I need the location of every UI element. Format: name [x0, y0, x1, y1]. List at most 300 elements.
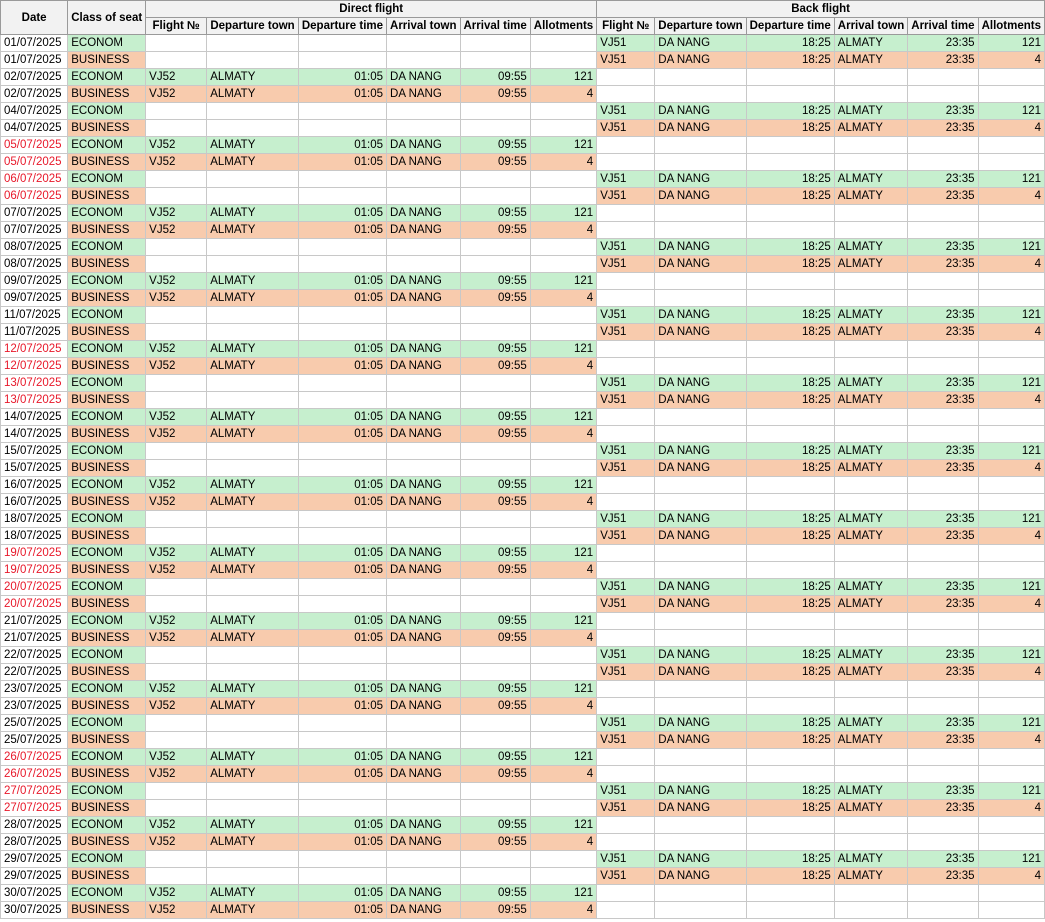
- direct-arrival-town-cell[interactable]: DA NANG: [387, 69, 460, 86]
- direct-arrival-town-cell[interactable]: [387, 732, 460, 749]
- direct-arrival-time-cell[interactable]: [460, 443, 530, 460]
- direct-departure-time-cell[interactable]: [298, 511, 386, 528]
- direct-flight-number-cell[interactable]: VJ52: [146, 290, 207, 307]
- date-cell[interactable]: 23/07/2025: [1, 698, 68, 715]
- back-arrival-town-cell[interactable]: [834, 902, 907, 919]
- date-cell[interactable]: 04/07/2025: [1, 103, 68, 120]
- back-flight-number-cell[interactable]: VJ51: [597, 715, 655, 732]
- back-departure-town-cell[interactable]: DA NANG: [655, 715, 746, 732]
- direct-allotments-cell[interactable]: [530, 664, 596, 681]
- header-direct-allotments[interactable]: Allotments: [530, 18, 596, 35]
- class-cell[interactable]: BUSINESS: [68, 188, 146, 205]
- back-arrival-town-cell[interactable]: ALMATY: [834, 851, 907, 868]
- direct-departure-time-cell[interactable]: [298, 528, 386, 545]
- back-departure-town-cell[interactable]: [655, 698, 746, 715]
- direct-flight-number-cell[interactable]: [146, 783, 207, 800]
- date-cell[interactable]: 02/07/2025: [1, 86, 68, 103]
- class-cell[interactable]: ECONOM: [68, 341, 146, 358]
- back-flight-number-cell[interactable]: VJ51: [597, 171, 655, 188]
- direct-flight-number-cell[interactable]: VJ52: [146, 834, 207, 851]
- direct-arrival-time-cell[interactable]: [460, 35, 530, 52]
- direct-departure-time-cell[interactable]: 01:05: [298, 273, 386, 290]
- direct-arrival-town-cell[interactable]: DA NANG: [387, 409, 460, 426]
- direct-arrival-time-cell[interactable]: 09:55: [460, 545, 530, 562]
- direct-allotments-cell[interactable]: 4: [530, 426, 596, 443]
- date-cell[interactable]: 27/07/2025: [1, 800, 68, 817]
- direct-allotments-cell[interactable]: [530, 52, 596, 69]
- direct-allotments-cell[interactable]: 4: [530, 630, 596, 647]
- back-departure-time-cell[interactable]: [746, 409, 834, 426]
- direct-departure-time-cell[interactable]: 01:05: [298, 69, 386, 86]
- direct-allotments-cell[interactable]: 121: [530, 681, 596, 698]
- direct-allotments-cell[interactable]: 121: [530, 69, 596, 86]
- direct-flight-number-cell[interactable]: VJ52: [146, 154, 207, 171]
- direct-flight-number-cell[interactable]: VJ52: [146, 358, 207, 375]
- back-allotments-cell[interactable]: [978, 698, 1044, 715]
- back-arrival-time-cell[interactable]: [908, 698, 978, 715]
- direct-allotments-cell[interactable]: [530, 460, 596, 477]
- back-allotments-cell[interactable]: 4: [978, 324, 1044, 341]
- direct-flight-number-cell[interactable]: [146, 35, 207, 52]
- back-departure-town-cell[interactable]: DA NANG: [655, 392, 746, 409]
- date-cell[interactable]: 12/07/2025: [1, 358, 68, 375]
- back-flight-number-cell[interactable]: VJ51: [597, 596, 655, 613]
- direct-departure-town-cell[interactable]: ALMATY: [207, 817, 299, 834]
- header-back-arrival-town[interactable]: Arrival town: [834, 18, 907, 35]
- direct-allotments-cell[interactable]: 4: [530, 290, 596, 307]
- direct-arrival-town-cell[interactable]: DA NANG: [387, 885, 460, 902]
- class-cell[interactable]: ECONOM: [68, 511, 146, 528]
- back-departure-town-cell[interactable]: [655, 630, 746, 647]
- back-arrival-town-cell[interactable]: ALMATY: [834, 171, 907, 188]
- back-arrival-town-cell[interactable]: ALMATY: [834, 375, 907, 392]
- back-departure-town-cell[interactable]: [655, 69, 746, 86]
- back-departure-town-cell[interactable]: DA NANG: [655, 324, 746, 341]
- back-allotments-cell[interactable]: 121: [978, 579, 1044, 596]
- back-departure-time-cell[interactable]: 18:25: [746, 35, 834, 52]
- direct-allotments-cell[interactable]: 121: [530, 409, 596, 426]
- back-flight-number-cell[interactable]: VJ51: [597, 188, 655, 205]
- back-allotments-cell[interactable]: [978, 834, 1044, 851]
- direct-allotments-cell[interactable]: [530, 579, 596, 596]
- direct-arrival-time-cell[interactable]: 09:55: [460, 426, 530, 443]
- back-departure-time-cell[interactable]: [746, 154, 834, 171]
- direct-departure-town-cell[interactable]: ALMATY: [207, 477, 299, 494]
- back-arrival-town-cell[interactable]: [834, 545, 907, 562]
- direct-arrival-town-cell[interactable]: DA NANG: [387, 545, 460, 562]
- direct-departure-town-cell[interactable]: [207, 460, 299, 477]
- direct-arrival-time-cell[interactable]: [460, 511, 530, 528]
- direct-departure-town-cell[interactable]: ALMATY: [207, 222, 299, 239]
- class-cell[interactable]: ECONOM: [68, 885, 146, 902]
- back-allotments-cell[interactable]: [978, 477, 1044, 494]
- direct-arrival-town-cell[interactable]: [387, 851, 460, 868]
- class-cell[interactable]: ECONOM: [68, 647, 146, 664]
- direct-departure-time-cell[interactable]: 01:05: [298, 86, 386, 103]
- back-arrival-time-cell[interactable]: 23:35: [908, 579, 978, 596]
- direct-departure-time-cell[interactable]: [298, 579, 386, 596]
- class-cell[interactable]: ECONOM: [68, 273, 146, 290]
- direct-departure-time-cell[interactable]: 01:05: [298, 137, 386, 154]
- back-flight-number-cell[interactable]: VJ51: [597, 256, 655, 273]
- date-cell[interactable]: 29/07/2025: [1, 851, 68, 868]
- back-allotments-cell[interactable]: [978, 409, 1044, 426]
- back-flight-number-cell[interactable]: [597, 205, 655, 222]
- direct-departure-time-cell[interactable]: 01:05: [298, 885, 386, 902]
- back-allotments-cell[interactable]: [978, 86, 1044, 103]
- class-cell[interactable]: BUSINESS: [68, 222, 146, 239]
- back-flight-number-cell[interactable]: VJ51: [597, 664, 655, 681]
- direct-arrival-town-cell[interactable]: [387, 868, 460, 885]
- back-arrival-town-cell[interactable]: ALMATY: [834, 307, 907, 324]
- direct-arrival-time-cell[interactable]: [460, 528, 530, 545]
- back-departure-time-cell[interactable]: [746, 749, 834, 766]
- back-arrival-town-cell[interactable]: ALMATY: [834, 647, 907, 664]
- direct-arrival-town-cell[interactable]: [387, 392, 460, 409]
- back-allotments-cell[interactable]: [978, 341, 1044, 358]
- direct-departure-time-cell[interactable]: 01:05: [298, 426, 386, 443]
- back-arrival-time-cell[interactable]: 23:35: [908, 324, 978, 341]
- direct-flight-number-cell[interactable]: VJ52: [146, 205, 207, 222]
- back-arrival-time-cell[interactable]: 23:35: [908, 256, 978, 273]
- back-flight-number-cell[interactable]: VJ51: [597, 528, 655, 545]
- direct-departure-town-cell[interactable]: [207, 647, 299, 664]
- back-allotments-cell[interactable]: 121: [978, 647, 1044, 664]
- back-departure-time-cell[interactable]: [746, 817, 834, 834]
- back-arrival-town-cell[interactable]: [834, 409, 907, 426]
- back-arrival-town-cell[interactable]: [834, 358, 907, 375]
- back-flight-number-cell[interactable]: VJ51: [597, 120, 655, 137]
- back-departure-time-cell[interactable]: 18:25: [746, 307, 834, 324]
- direct-allotments-cell[interactable]: [530, 171, 596, 188]
- direct-flight-number-cell[interactable]: VJ52: [146, 562, 207, 579]
- header-back-departure-town[interactable]: Departure town: [655, 18, 746, 35]
- class-cell[interactable]: BUSINESS: [68, 528, 146, 545]
- direct-departure-town-cell[interactable]: [207, 664, 299, 681]
- direct-departure-time-cell[interactable]: [298, 239, 386, 256]
- direct-arrival-town-cell[interactable]: DA NANG: [387, 477, 460, 494]
- back-flight-number-cell[interactable]: [597, 69, 655, 86]
- back-departure-time-cell[interactable]: [746, 545, 834, 562]
- class-cell[interactable]: BUSINESS: [68, 800, 146, 817]
- back-departure-time-cell[interactable]: [746, 273, 834, 290]
- direct-allotments-cell[interactable]: 4: [530, 222, 596, 239]
- direct-arrival-time-cell[interactable]: [460, 579, 530, 596]
- date-cell[interactable]: 04/07/2025: [1, 120, 68, 137]
- date-cell[interactable]: 15/07/2025: [1, 443, 68, 460]
- direct-allotments-cell[interactable]: [530, 647, 596, 664]
- direct-flight-number-cell[interactable]: [146, 52, 207, 69]
- back-arrival-town-cell[interactable]: ALMATY: [834, 800, 907, 817]
- back-arrival-time-cell[interactable]: [908, 69, 978, 86]
- header-direct-flight[interactable]: Direct flight: [146, 1, 597, 18]
- direct-departure-time-cell[interactable]: 01:05: [298, 902, 386, 919]
- class-cell[interactable]: BUSINESS: [68, 290, 146, 307]
- direct-allotments-cell[interactable]: 4: [530, 902, 596, 919]
- back-arrival-time-cell[interactable]: 23:35: [908, 851, 978, 868]
- direct-flight-number-cell[interactable]: [146, 256, 207, 273]
- date-cell[interactable]: 21/07/2025: [1, 630, 68, 647]
- back-departure-town-cell[interactable]: DA NANG: [655, 664, 746, 681]
- back-arrival-time-cell[interactable]: [908, 749, 978, 766]
- date-cell[interactable]: 27/07/2025: [1, 783, 68, 800]
- direct-arrival-town-cell[interactable]: DA NANG: [387, 817, 460, 834]
- back-arrival-time-cell[interactable]: 23:35: [908, 800, 978, 817]
- back-allotments-cell[interactable]: 4: [978, 52, 1044, 69]
- back-arrival-time-cell[interactable]: [908, 358, 978, 375]
- direct-departure-town-cell[interactable]: [207, 715, 299, 732]
- direct-arrival-time-cell[interactable]: [460, 664, 530, 681]
- back-arrival-town-cell[interactable]: [834, 766, 907, 783]
- back-departure-time-cell[interactable]: 18:25: [746, 715, 834, 732]
- direct-arrival-time-cell[interactable]: [460, 460, 530, 477]
- back-departure-town-cell[interactable]: DA NANG: [655, 528, 746, 545]
- back-allotments-cell[interactable]: 4: [978, 868, 1044, 885]
- class-cell[interactable]: ECONOM: [68, 783, 146, 800]
- date-cell[interactable]: 08/07/2025: [1, 239, 68, 256]
- back-flight-number-cell[interactable]: [597, 749, 655, 766]
- class-cell[interactable]: ECONOM: [68, 545, 146, 562]
- back-arrival-time-cell[interactable]: [908, 630, 978, 647]
- back-departure-time-cell[interactable]: 18:25: [746, 732, 834, 749]
- back-departure-town-cell[interactable]: DA NANG: [655, 375, 746, 392]
- back-departure-time-cell[interactable]: [746, 137, 834, 154]
- back-allotments-cell[interactable]: [978, 681, 1044, 698]
- back-flight-number-cell[interactable]: VJ51: [597, 375, 655, 392]
- direct-allotments-cell[interactable]: 121: [530, 205, 596, 222]
- date-cell[interactable]: 15/07/2025: [1, 460, 68, 477]
- header-back-flight-number[interactable]: Flight №: [597, 18, 655, 35]
- direct-departure-town-cell[interactable]: [207, 443, 299, 460]
- direct-departure-time-cell[interactable]: 01:05: [298, 562, 386, 579]
- direct-arrival-time-cell[interactable]: 09:55: [460, 86, 530, 103]
- back-arrival-time-cell[interactable]: [908, 681, 978, 698]
- back-flight-number-cell[interactable]: VJ51: [597, 307, 655, 324]
- direct-arrival-time-cell[interactable]: 09:55: [460, 630, 530, 647]
- direct-allotments-cell[interactable]: 4: [530, 766, 596, 783]
- back-flight-number-cell[interactable]: VJ51: [597, 392, 655, 409]
- class-cell[interactable]: BUSINESS: [68, 460, 146, 477]
- back-departure-time-cell[interactable]: 18:25: [746, 868, 834, 885]
- back-departure-town-cell[interactable]: [655, 222, 746, 239]
- direct-arrival-town-cell[interactable]: [387, 307, 460, 324]
- date-cell[interactable]: 09/07/2025: [1, 273, 68, 290]
- class-cell[interactable]: ECONOM: [68, 35, 146, 52]
- direct-departure-town-cell[interactable]: [207, 324, 299, 341]
- back-flight-number-cell[interactable]: VJ51: [597, 52, 655, 69]
- class-cell[interactable]: ECONOM: [68, 851, 146, 868]
- direct-flight-number-cell[interactable]: [146, 579, 207, 596]
- back-allotments-cell[interactable]: [978, 205, 1044, 222]
- back-departure-time-cell[interactable]: 18:25: [746, 103, 834, 120]
- direct-flight-number-cell[interactable]: [146, 171, 207, 188]
- back-departure-town-cell[interactable]: DA NANG: [655, 443, 746, 460]
- back-departure-town-cell[interactable]: DA NANG: [655, 596, 746, 613]
- direct-allotments-cell[interactable]: [530, 783, 596, 800]
- back-departure-time-cell[interactable]: [746, 885, 834, 902]
- back-allotments-cell[interactable]: 4: [978, 596, 1044, 613]
- direct-flight-number-cell[interactable]: [146, 188, 207, 205]
- direct-flight-number-cell[interactable]: [146, 664, 207, 681]
- back-departure-time-cell[interactable]: 18:25: [746, 579, 834, 596]
- direct-departure-time-cell[interactable]: 01:05: [298, 630, 386, 647]
- direct-departure-time-cell[interactable]: [298, 460, 386, 477]
- date-cell[interactable]: 05/07/2025: [1, 154, 68, 171]
- direct-arrival-town-cell[interactable]: DA NANG: [387, 154, 460, 171]
- back-flight-number-cell[interactable]: VJ51: [597, 103, 655, 120]
- back-departure-time-cell[interactable]: 18:25: [746, 443, 834, 460]
- direct-arrival-town-cell[interactable]: DA NANG: [387, 681, 460, 698]
- direct-flight-number-cell[interactable]: [146, 715, 207, 732]
- back-arrival-time-cell[interactable]: 23:35: [908, 52, 978, 69]
- back-flight-number-cell[interactable]: [597, 681, 655, 698]
- back-flight-number-cell[interactable]: [597, 698, 655, 715]
- back-departure-time-cell[interactable]: 18:25: [746, 256, 834, 273]
- back-departure-town-cell[interactable]: [655, 290, 746, 307]
- direct-departure-town-cell[interactable]: [207, 375, 299, 392]
- back-arrival-town-cell[interactable]: ALMATY: [834, 783, 907, 800]
- direct-allotments-cell[interactable]: [530, 800, 596, 817]
- class-cell[interactable]: BUSINESS: [68, 256, 146, 273]
- direct-departure-time-cell[interactable]: 01:05: [298, 477, 386, 494]
- back-arrival-time-cell[interactable]: 23:35: [908, 239, 978, 256]
- back-flight-number-cell[interactable]: VJ51: [597, 443, 655, 460]
- back-flight-number-cell[interactable]: [597, 137, 655, 154]
- back-departure-town-cell[interactable]: [655, 562, 746, 579]
- direct-allotments-cell[interactable]: [530, 732, 596, 749]
- header-direct-flight-number[interactable]: Flight №: [146, 18, 207, 35]
- date-cell[interactable]: 23/07/2025: [1, 681, 68, 698]
- back-arrival-town-cell[interactable]: [834, 749, 907, 766]
- back-departure-time-cell[interactable]: [746, 290, 834, 307]
- date-cell[interactable]: 14/07/2025: [1, 426, 68, 443]
- back-allotments-cell[interactable]: 121: [978, 443, 1044, 460]
- back-departure-time-cell[interactable]: [746, 222, 834, 239]
- back-flight-number-cell[interactable]: [597, 494, 655, 511]
- back-arrival-time-cell[interactable]: 23:35: [908, 460, 978, 477]
- back-flight-number-cell[interactable]: VJ51: [597, 511, 655, 528]
- back-arrival-time-cell[interactable]: 23:35: [908, 307, 978, 324]
- direct-arrival-town-cell[interactable]: DA NANG: [387, 86, 460, 103]
- back-departure-time-cell[interactable]: [746, 613, 834, 630]
- direct-departure-town-cell[interactable]: [207, 732, 299, 749]
- back-departure-time-cell[interactable]: [746, 630, 834, 647]
- direct-flight-number-cell[interactable]: VJ52: [146, 137, 207, 154]
- back-departure-town-cell[interactable]: [655, 766, 746, 783]
- class-cell[interactable]: BUSINESS: [68, 86, 146, 103]
- back-arrival-town-cell[interactable]: ALMATY: [834, 460, 907, 477]
- direct-flight-number-cell[interactable]: [146, 511, 207, 528]
- direct-allotments-cell[interactable]: [530, 307, 596, 324]
- back-departure-time-cell[interactable]: 18:25: [746, 171, 834, 188]
- direct-departure-time-cell[interactable]: 01:05: [298, 154, 386, 171]
- direct-arrival-town-cell[interactable]: DA NANG: [387, 613, 460, 630]
- direct-arrival-town-cell[interactable]: [387, 375, 460, 392]
- direct-departure-time-cell[interactable]: [298, 392, 386, 409]
- back-arrival-town-cell[interactable]: [834, 205, 907, 222]
- back-departure-town-cell[interactable]: DA NANG: [655, 868, 746, 885]
- direct-departure-town-cell[interactable]: [207, 239, 299, 256]
- direct-departure-town-cell[interactable]: ALMATY: [207, 137, 299, 154]
- direct-departure-town-cell[interactable]: ALMATY: [207, 273, 299, 290]
- back-arrival-town-cell[interactable]: ALMATY: [834, 324, 907, 341]
- direct-flight-number-cell[interactable]: [146, 239, 207, 256]
- date-cell[interactable]: 11/07/2025: [1, 324, 68, 341]
- back-arrival-town-cell[interactable]: [834, 494, 907, 511]
- back-arrival-town-cell[interactable]: ALMATY: [834, 443, 907, 460]
- back-arrival-time-cell[interactable]: [908, 222, 978, 239]
- class-cell[interactable]: ECONOM: [68, 443, 146, 460]
- direct-flight-number-cell[interactable]: [146, 460, 207, 477]
- direct-arrival-town-cell[interactable]: DA NANG: [387, 205, 460, 222]
- direct-departure-town-cell[interactable]: [207, 35, 299, 52]
- direct-arrival-time-cell[interactable]: [460, 171, 530, 188]
- back-departure-time-cell[interactable]: [746, 69, 834, 86]
- direct-departure-town-cell[interactable]: [207, 528, 299, 545]
- back-departure-time-cell[interactable]: 18:25: [746, 120, 834, 137]
- direct-departure-town-cell[interactable]: ALMATY: [207, 698, 299, 715]
- direct-departure-town-cell[interactable]: ALMATY: [207, 630, 299, 647]
- direct-departure-town-cell[interactable]: [207, 800, 299, 817]
- direct-arrival-time-cell[interactable]: [460, 783, 530, 800]
- date-cell[interactable]: 06/07/2025: [1, 171, 68, 188]
- back-arrival-town-cell[interactable]: [834, 613, 907, 630]
- back-arrival-town-cell[interactable]: [834, 86, 907, 103]
- direct-arrival-time-cell[interactable]: 09:55: [460, 222, 530, 239]
- date-cell[interactable]: 02/07/2025: [1, 69, 68, 86]
- direct-flight-number-cell[interactable]: VJ52: [146, 426, 207, 443]
- back-departure-time-cell[interactable]: [746, 426, 834, 443]
- back-arrival-town-cell[interactable]: ALMATY: [834, 732, 907, 749]
- back-allotments-cell[interactable]: 121: [978, 715, 1044, 732]
- direct-departure-town-cell[interactable]: [207, 579, 299, 596]
- back-departure-town-cell[interactable]: [655, 545, 746, 562]
- direct-departure-town-cell[interactable]: [207, 52, 299, 69]
- direct-allotments-cell[interactable]: 121: [530, 817, 596, 834]
- back-arrival-time-cell[interactable]: [908, 562, 978, 579]
- back-flight-number-cell[interactable]: VJ51: [597, 732, 655, 749]
- back-flight-number-cell[interactable]: VJ51: [597, 800, 655, 817]
- direct-arrival-time-cell[interactable]: [460, 596, 530, 613]
- back-arrival-time-cell[interactable]: 23:35: [908, 647, 978, 664]
- back-allotments-cell[interactable]: 4: [978, 392, 1044, 409]
- back-allotments-cell[interactable]: [978, 137, 1044, 154]
- direct-departure-town-cell[interactable]: ALMATY: [207, 885, 299, 902]
- class-cell[interactable]: BUSINESS: [68, 902, 146, 919]
- back-flight-number-cell[interactable]: [597, 409, 655, 426]
- direct-flight-number-cell[interactable]: VJ52: [146, 749, 207, 766]
- back-arrival-time-cell[interactable]: [908, 86, 978, 103]
- back-arrival-time-cell[interactable]: 23:35: [908, 596, 978, 613]
- direct-flight-number-cell[interactable]: VJ52: [146, 698, 207, 715]
- header-class-of-seat[interactable]: Class of seat: [68, 1, 146, 35]
- date-cell[interactable]: 09/07/2025: [1, 290, 68, 307]
- direct-departure-town-cell[interactable]: [207, 851, 299, 868]
- back-arrival-time-cell[interactable]: [908, 494, 978, 511]
- header-back-departure-time[interactable]: Departure time: [746, 18, 834, 35]
- direct-arrival-town-cell[interactable]: DA NANG: [387, 834, 460, 851]
- date-cell[interactable]: 19/07/2025: [1, 562, 68, 579]
- direct-allotments-cell[interactable]: [530, 120, 596, 137]
- direct-arrival-time-cell[interactable]: [460, 188, 530, 205]
- class-cell[interactable]: BUSINESS: [68, 52, 146, 69]
- date-cell[interactable]: 18/07/2025: [1, 528, 68, 545]
- direct-departure-town-cell[interactable]: [207, 307, 299, 324]
- header-back-allotments[interactable]: Allotments: [978, 18, 1044, 35]
- direct-flight-number-cell[interactable]: VJ52: [146, 613, 207, 630]
- direct-arrival-town-cell[interactable]: DA NANG: [387, 562, 460, 579]
- direct-arrival-time-cell[interactable]: [460, 647, 530, 664]
